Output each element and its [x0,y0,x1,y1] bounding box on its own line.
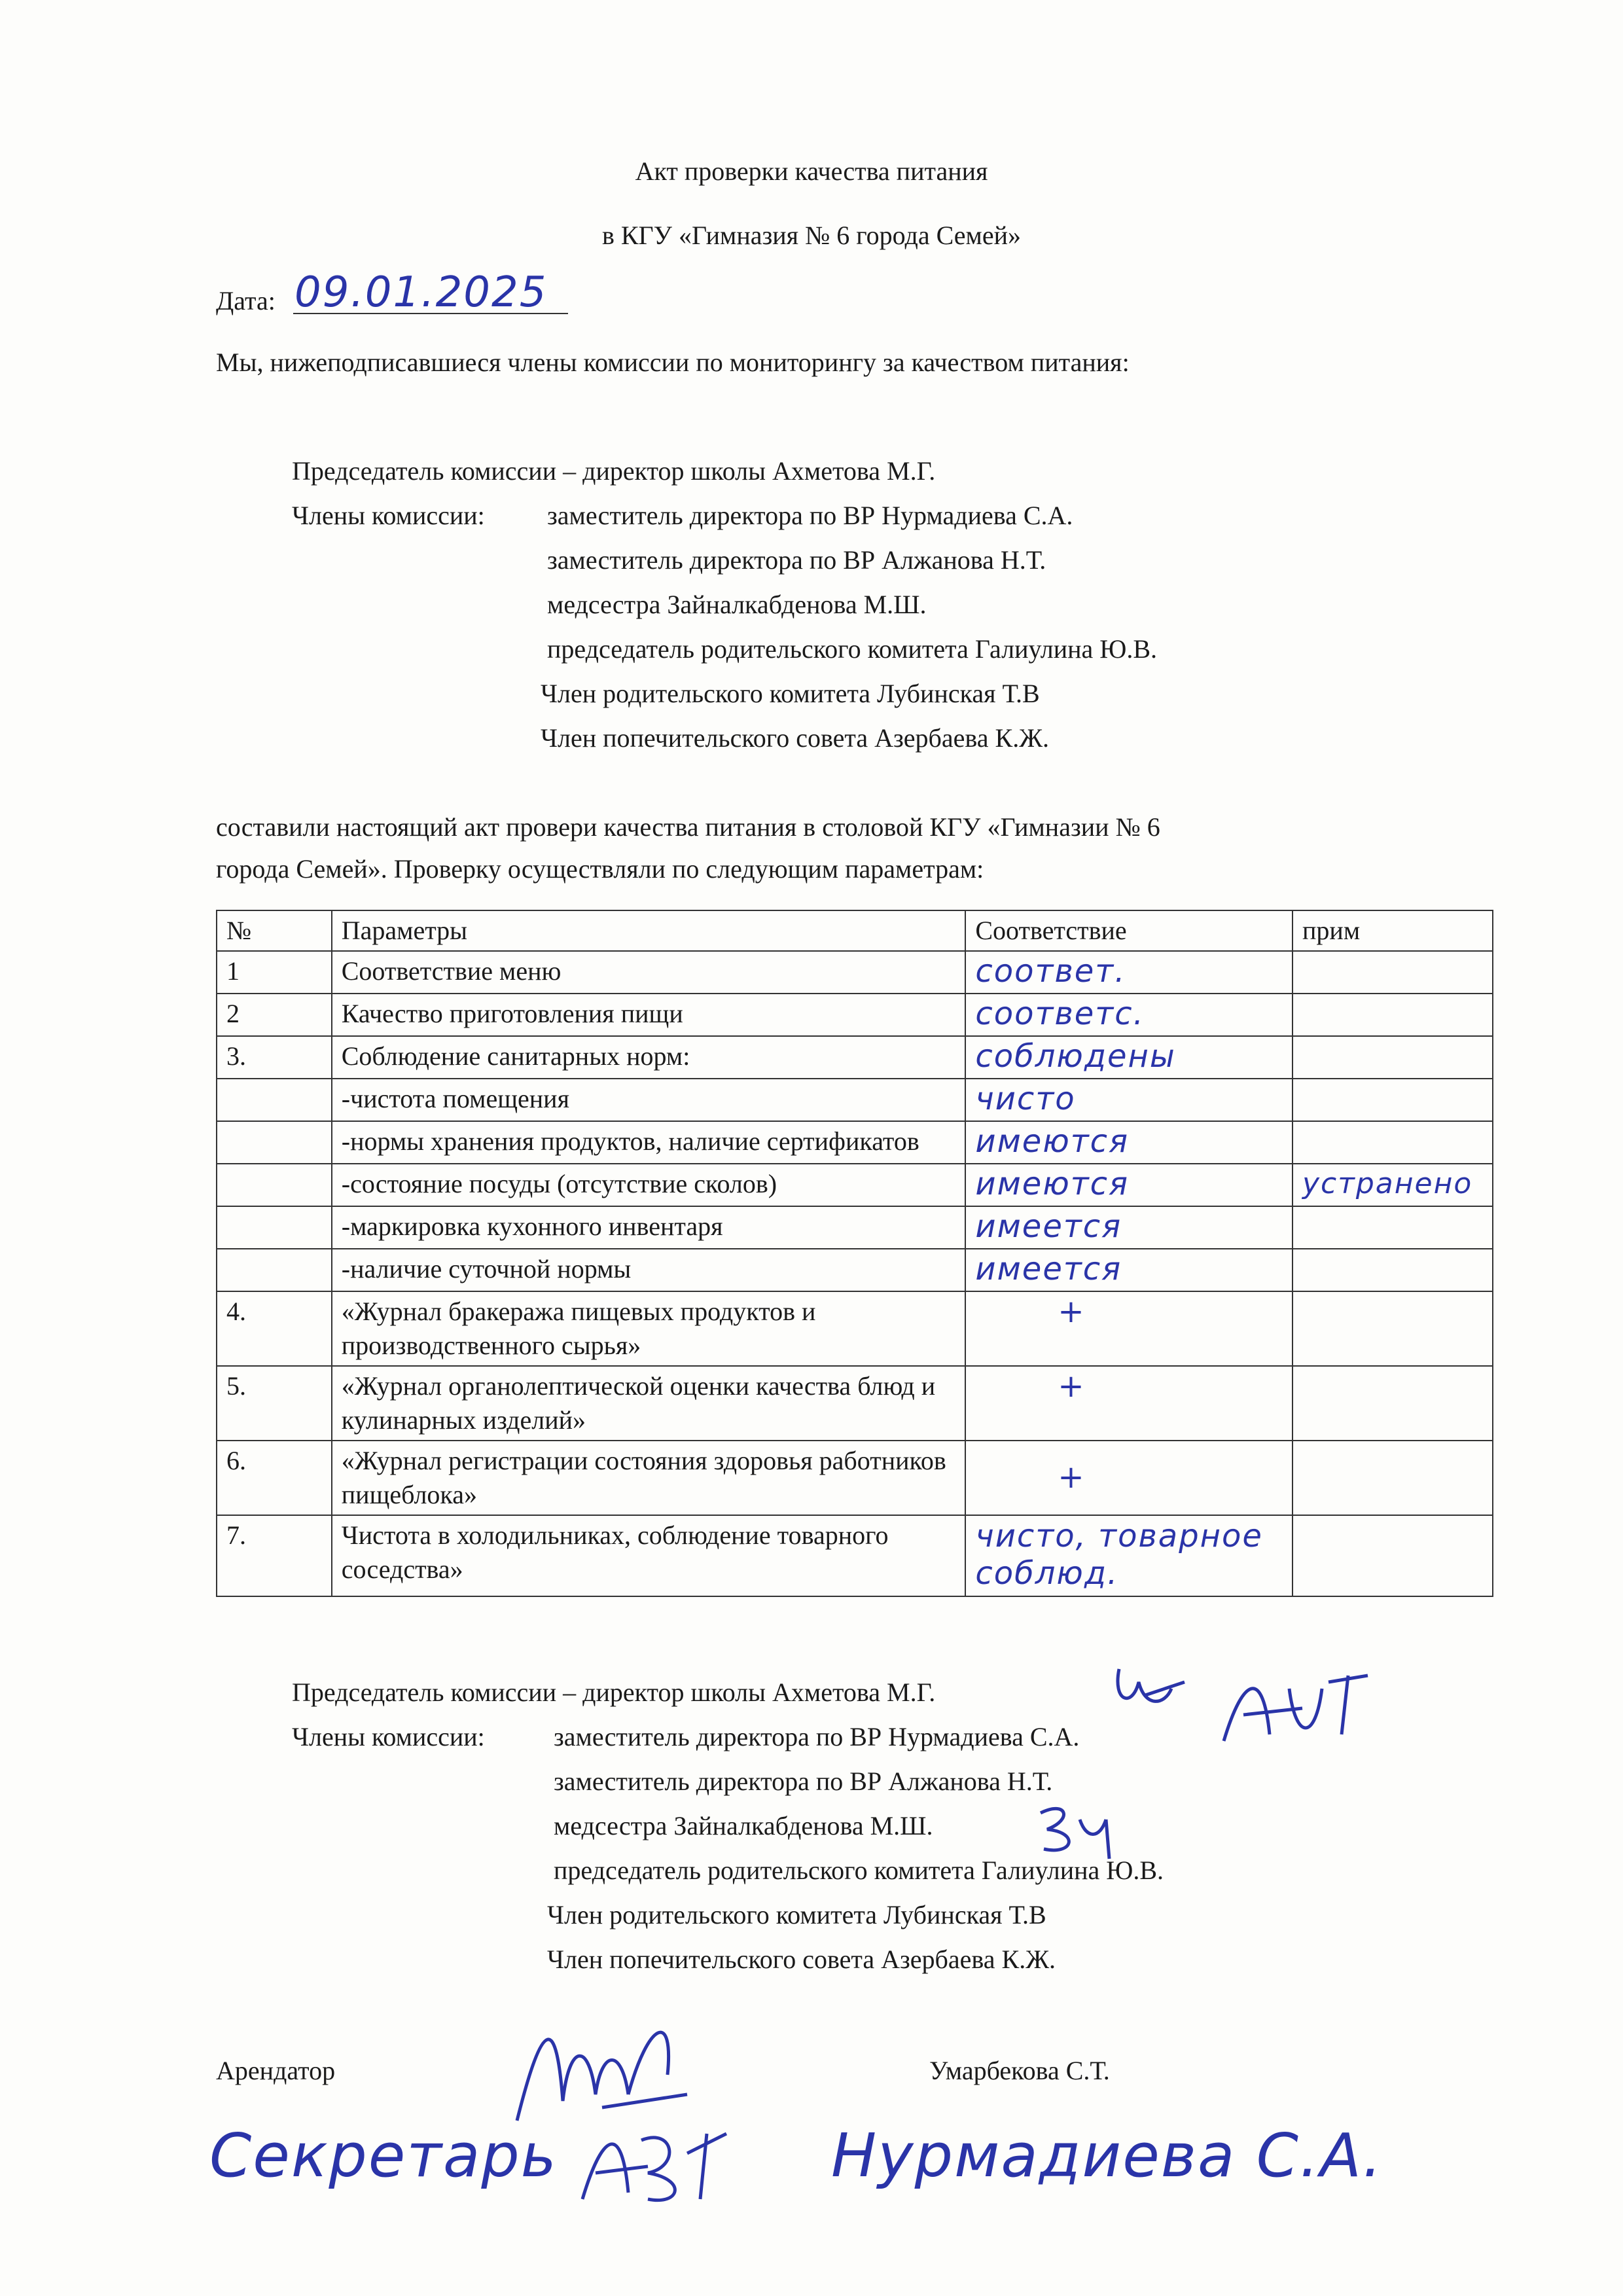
signature-member: заместитель директора по ВР Нурмадиева С.А. [554,1722,1080,1751]
tenant-label: Арендатор [216,2056,336,2085]
row-param: -состояние посуды (отсутствие сколов) [332,1164,966,1206]
statement-line-1: составили настоящий акт провери качества питания в столовой КГУ «Гимназии № 6 [216,812,1160,842]
row-num [217,1079,332,1121]
row-num: 7. [217,1515,332,1596]
secretary-name: Нурмадиева С.А. [831,2121,1383,2191]
handwritten-result: имеются [975,1166,1129,1202]
row-num: 5. [217,1366,332,1441]
table-row [217,1515,1493,1596]
row-note [1293,1291,1493,1366]
handwritten-result: + [1058,1368,1086,1405]
row-param: -маркировка кухонного инвентаря [332,1206,966,1249]
row-param: Соблюдение санитарных норм: [332,1036,966,1079]
row-note [1293,1164,1493,1206]
row-note [1293,1441,1493,1515]
handwritten-result: соблюдены [975,1038,1176,1075]
handwritten-result: + [1058,1293,1086,1330]
header-note: прим [1293,910,1493,951]
row-param: «Журнал органолептической оценки качества блюд и кулинарных изделий» [332,1366,966,1441]
table-row [217,1441,1493,1515]
row-num [217,1206,332,1249]
commission-chair: Председатель комиссии – директор школы Ахметова М.Г. [292,456,936,486]
row-note [1293,951,1493,994]
date-label: Дата: [216,286,276,315]
table-row [217,1249,1493,1291]
handwritten-result: соответ. [975,953,1126,990]
row-result [965,1249,1293,1291]
row-num [217,1249,332,1291]
statement-line-2: города Семей». Проверку осуществляли по следующим параметрам: [216,854,984,884]
table-row [217,1291,1493,1366]
row-note [1293,1206,1493,1249]
secretary-signature [569,2114,740,2212]
signature-member: председатель родительского комитета Галиулина Ю.В. [554,1856,1164,1885]
row-result [965,1206,1293,1249]
header-num: № [217,910,332,951]
row-num [217,1121,332,1164]
row-param: Качество приготовления пищи [332,994,966,1036]
row-note [1293,1249,1493,1291]
row-result [965,1291,1293,1366]
row-param: «Журнал регистрации состояния здоровья работников пищеблока» [332,1441,966,1515]
row-param: -чистота помещения [332,1079,966,1121]
header-params: Параметры [332,910,966,951]
row-param: Чистота в холодильниках, соблюдение товарного соседства» [332,1515,966,1596]
row-param: «Журнал бракеража пищевых продуктов и производственного сырья» [332,1291,966,1366]
secretary-label: Секретарь [209,2121,558,2191]
row-result [965,1079,1293,1121]
nurse-signature [1034,1793,1126,1865]
handwritten-result: имеется [975,1251,1122,1287]
row-note [1293,1515,1493,1596]
row-note [1293,1036,1493,1079]
table-row [217,1206,1493,1249]
row-param: -наличие суточной нормы [332,1249,966,1291]
table-row [217,1164,1493,1206]
signature-members-label: Члены комиссии: [292,1722,485,1751]
date-mark [654,278,681,297]
signature-member: заместитель директора по ВР Алжанова Н.Т. [554,1767,1053,1796]
tenant-name: Умарбекова С.Т. [929,2056,1110,2085]
row-note [1293,1079,1493,1121]
commission-member: заместитель директора по ВР Алжанова Н.Т. [547,545,1046,575]
handwritten-note: устранено [1302,1167,1473,1200]
table-row [217,951,1493,994]
row-result [965,1164,1293,1206]
row-param: Соответствие меню [332,951,966,994]
row-result [965,1121,1293,1164]
handwritten-result: имеются [975,1123,1129,1160]
table-row [217,1366,1493,1441]
signature-member: Член родительского комитета Лубинская Т.В [547,1900,1046,1929]
date-value: 09.01.2025 [294,268,548,317]
row-num: 3. [217,1036,332,1079]
handwritten-result: соответс. [975,996,1145,1032]
table-row [217,994,1493,1036]
row-note [1293,994,1493,1036]
signature-member: медсестра Зайналкабденова М.Ш. [554,1811,933,1840]
row-note [1293,1121,1493,1164]
row-param: -нормы хранения продуктов, наличие сертификатов [332,1121,966,1164]
commission-member: медсестра Зайналкабденова М.Ш. [547,590,927,619]
row-note [1293,1366,1493,1441]
row-result [965,1366,1293,1441]
table-row [217,1079,1493,1121]
handwritten-result: чисто [975,1081,1076,1117]
parameters-table [216,910,1493,1597]
row-result [965,1036,1293,1079]
row-num: 1 [217,951,332,994]
row-num: 6. [217,1441,332,1515]
header-compliance: Соответствие [965,910,1293,951]
commission-member: председатель родительского комитета Галиулина Ю.В. [547,634,1158,664]
signature-member: Член попечительского совета Азербаева К.Ж. [547,1945,1056,1974]
intro-text: Мы, нижеподписавшиеся члены комиссии по мониторингу за качеством питания: [216,348,1130,377]
commission-member: Член попечительского совета Азербаева К.Ж. [541,723,1050,753]
document-title: Акт проверки качества питания [635,156,988,186]
member-signature [1217,1662,1374,1761]
table-row [217,1121,1493,1164]
document-subtitle: в КГУ «Гимназия № 6 города Семей» [601,221,1022,250]
commission-members-label: Члены комиссии: [292,501,485,530]
date-underline [293,313,568,314]
chair-signature [1106,1656,1198,1721]
row-result [965,951,1293,994]
row-result [965,1441,1293,1515]
handwritten-result: имеется [975,1208,1122,1245]
table-row [217,1036,1493,1079]
handwritten-result: чисто, товарное соблюд. [975,1518,1263,1592]
commission-member: Член родительского комитета Лубинская Т.В [541,679,1040,708]
row-result [965,1515,1293,1596]
commission-member: заместитель директора по ВР Нурмадиева С.А. [547,501,1073,530]
handwritten-result: + [1058,1458,1086,1496]
row-num: 2 [217,994,332,1036]
row-num: 4. [217,1291,332,1366]
row-result [965,994,1293,1036]
row-num [217,1164,332,1206]
signature-chair: Председатель комиссии – директор школы Ахметова М.Г. [292,1677,936,1707]
table-header-row [217,910,1493,951]
